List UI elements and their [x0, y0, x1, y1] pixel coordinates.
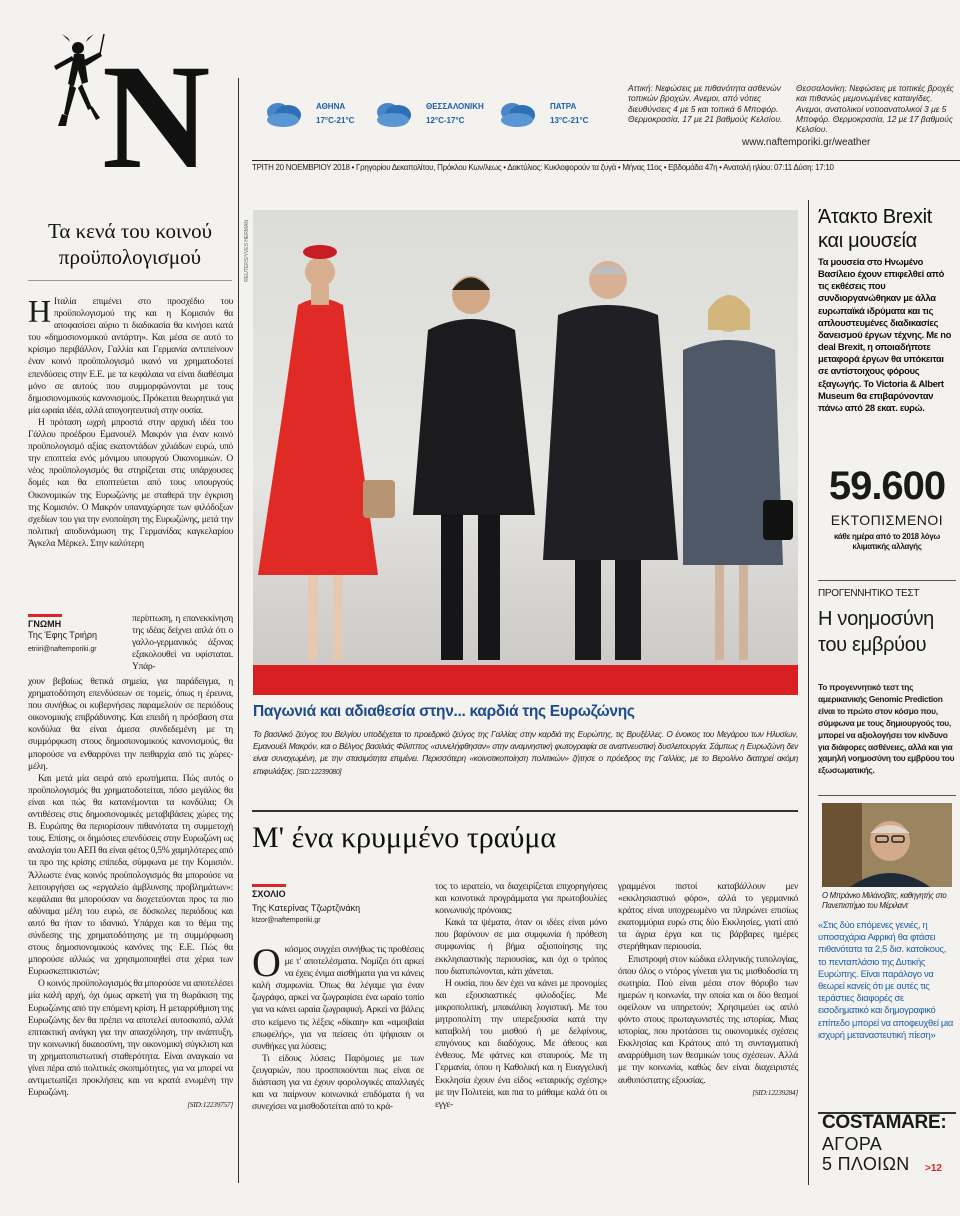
stat-sub: κάθε ημέρα από το 2018 λόγω κλιματικής αλλαγής — [834, 532, 940, 551]
photo-caption-title: Παγωνιά και αδιαθεσία στην... καρδιά της Ευρωζώνης — [253, 703, 635, 720]
test-text: Το προγεννητικό τεστ της αμερικανικής Genomic Prediction είναι το πρώτο στον κόσμο που, σύμφωνα με τους δημιουργούς του, μπορεί να αξιολογήσει τον κίνδυνο για διάφορες ασθένειες, αλλά και για χαμηλή νοημοσύνη του εμβρύου του εξωσωματικής. — [818, 682, 955, 776]
column-divider — [808, 200, 809, 1185]
date-bar: ΤΡΙΤΗ 20 ΝΟΕΜΒΡΙΟΥ 2018 • Γρηγορίου Δεκαπολίτου, Πρόκλου Κων/λεως • Δακτύλιος: Κυκλοφορούν τα ζυγά • Μήνας 11ος • Εβδομάδα 47η • Ανατολή ηλίου: 07:11 Δύση: 17:10 — [252, 160, 960, 176]
portrait-photo — [822, 803, 952, 887]
left-article-headline: Τα κενά του κοινού προϋπολογισμού — [47, 219, 213, 269]
article-column — [252, 940, 424, 1113]
weather-city — [264, 100, 379, 140]
test-title-line: Η νοημοσύνη — [818, 608, 934, 630]
paragraph: Ο κοινός προϋπολογισμός θα μπορούσε να αποτελέσει μία καλή αρχή, όχι όμως αρκετή για τη θωράκιση της Ευρωζώνης από την επόμενη κρίση. Η μεταρρύθμιση της Ευρωζώνης δεν θα πρέπει να αποτελεί αυτοσκοπό, αλλά επιτακτική ανάγκη για την απασχόληση, την ανάπτυξη, την κοινωνική δικαιοσύνη, την οικονομική σύγκλιση και τη χρηματοπιστωτική σταθερότητα. Είναι αναγκαίο να γίνει πέρα από πολιτικές σκοπιμότητες, για να μπορεί να αντιμετωπίζει προκλήσεις και να κρατά ενωμένη την Ευρωζώνη. — [28, 978, 233, 1099]
weather-city-temp: 13°C-21°C — [550, 116, 589, 125]
weather-city-name: ΠΑΤΡΑ — [550, 102, 577, 111]
article-email[interactable]: ktzor@naftemporiki.gr — [252, 917, 321, 924]
attica-forecast: Αττική: Νεφώσεις με πιθανότητα ασθενών τοπικών βροχών. Ανεμοι, από νότιες διευθύνσεις 4 με 5 και τοπικά 6 Μποφόρ. Θερμοκρασία, 17 με 21 βαθμούς Κελσίου. — [628, 83, 783, 124]
paragraph: γραμμένοι πιστοί καταβάλλουν μεν «εκκλησιαστικό φόρο», αλλά το γερμανικό κράτος είναι υποχρεωμένο να πληρώνει επισίως εκατομμύρια ευρώ στις δύο Εκκλησίες, γιατί από τα άγρια έργα και τις βάρβαρες ημέρες στερήθηκαν περιουσία. — [618, 881, 798, 953]
dropcap: Η — [28, 293, 51, 329]
weather-city — [374, 100, 489, 140]
photo-credit: REUTERS/YVES HERMAN — [244, 220, 250, 282]
paragraph: κόσμος συγχέει συνήθως τις προθέσεις με τ' αποτελέσματα. Νομίζει ότι αρκεί να έχεις ένιμα αισθήματα για να κάνεις καλή συμφωνία. Όπως θα λέγαμε για έναν ζωγράφο, αρκεί να ζωγραφίσει ένα ωραίο τοπίο για να κάνει ωραία ζωγραφική. Αρκεί να βάλεις στο κείμενο τις λέξεις «δίκαιη» και «αμοιβαία επωφελής», για να πείσεις ότι ψήφισαν οι συνθήκες για λύσεις; — [252, 944, 424, 1052]
article-column — [618, 881, 798, 1099]
photo-figures — [253, 210, 798, 695]
divider — [818, 580, 956, 581]
left-article-body-continued — [28, 676, 233, 1111]
paragraph: Τι είδους λύσεις; Παρόμοιες με των ζευγαριών, που προσποιούνται πως είναι σε διάσταση για να έχουν φορολογικές απαλλαγές και να παίρνουν κοινωνικά επιδόματα ή να συνεχίσει να μισθοδοτείται από το κρά- — [252, 1052, 424, 1113]
weather-city-temp: 17°C-21°C — [316, 116, 355, 125]
paragraph: τος το ιερατείο, να διαχειρίζεται επιχορηγήσεις και κοινοτικά προγράμματα για πρωτοβουλίες κοινωνικής πρόνοιας; — [435, 881, 607, 917]
costamare-subtitle: ΑΓΟΡΑ — [822, 1134, 883, 1154]
weather-url[interactable]: www.naftemporiki.gr/weather — [742, 137, 871, 148]
brexit-title — [818, 205, 932, 253]
weather-city-temp: 12°C-17°C — [426, 116, 465, 125]
cloud-icon — [264, 100, 302, 128]
caption-body: Το βασιλικό ζεύγος του Βελγίου υποδέχεται το προεδρικό ζεύγος της Γαλλίας στην καρδιά της Ευρώπης, τις Βρυξέλλες. Ο ένοικος του Μεγάρου των Ηλυσίων, Εμανουέλ Μακρόν, και ο Βέλγος βασιλιάς Φίλιππος «συνελήφθησαν» στην αναμνηστική φωτογραφία σε αναπνευστική δυσλειτουργία. Σάμπως η Ευρωζώνη δεν είναι συναχωμένη, με την στασιμότητα επιμένει. Περισσότερη «κοινοτικοποίηση πολιτικών» ζήτησε ο πρόεδρος της Γαλλίας, με το Βερολίνο διατηρεί ακόμη επιφυλάξεις. — [253, 729, 798, 776]
stat-number: 59.600 — [828, 464, 946, 508]
divider — [252, 810, 798, 812]
divider — [28, 280, 232, 281]
photo-caption-text — [253, 728, 798, 779]
test-kicker: ΠΡΟΓΕΝΝΗΤΙΚΟ ΤΕΣΤ — [818, 588, 920, 599]
portrait-caption: Ο Μπράνκο Μιλάνοβιτς, καθηγητής στο Πανεπιστήμιο του Μέριλαντ — [822, 891, 947, 910]
left-article-body-inset — [132, 613, 233, 673]
paragraph: Κακά τα ψέματα, όταν οι ιδέες είναι μόνο που βαρύνουν σε μια συμφωνία ή πρόθεση συμφωνίας ή βήμα αξιοποίησης της εκκλησιαστικής περιουσίας, και όχι ο τρόπος που διατυπώνονται, κάτι χάνεται. — [435, 917, 607, 977]
paragraph: Ιταλία επιμένει στο προσχέδιο του προϋπολογισμού της και η Κομισιόν θα αποφασίσει αύριο τι διαδικασία θα κινήσει κατά του «δημοσιονομικού αντάρτη». Και μέσα σε αυτό το κρίσιμο περιβάλλον, Γαλλία και Γερμανία αντιπείνουν έναν κοινό προϋπολογισμό ικανό να χρηματοδοτεί επενδύσεις στην Ε.Ε. με τα κεφάλαια να είναι διαθέσιμα μόνο σε αυτούς που συμμορφώνονται με τους δημοσιονομικούς κανονισμούς. Πρόκειται θεωρητικά για μία ωραία ιδέα, αλλά απογοητευτική στην ουσία. — [28, 296, 233, 416]
paragraph: Η πρόταση ωχρή μπροστά στην αρχική ιδέα του Γάλλου προέδρου Εμανουέλ Μακρόν για έναν κοινό προϋπολογισμό αξίας εκατοντάδων χιλιάδων ευρώ, υπό την εποπτεία ενός μόνιμου υπουργού Οικονομικών. Ο νέος προϋπολογισμός θα στηρίζεται στις υπάρχουσες δομές και θα εποπτεύεται από τους υπουργούς Οικονομικών της Ευρωζώνης με σταθερά την έγκριση της Κομισιόν. Ο Μακρόν υπαναχώρησε των φιλόδοξων σχεδίων του για την ενοποίηση της Ευρωζώνης, μετά την πολιτική αποδυνάμωση της Γερμανίδας καγκελαρίου Άγκελα Μέρκελ. Στην καλύτερη — [28, 416, 233, 549]
divider — [818, 795, 956, 796]
weather-city — [498, 100, 613, 140]
portrait-figure — [822, 803, 952, 887]
paragraph: Η ουσία, που δεν έχει να κάνει με προνομίες και εξουσιαστικές φιλοδοξίες. Με μικροπολιτική, μπακάλικη λογιστική. Με του μητροπολίτη την υπερεξουσία κατά την καταβολή του μισθού ή με δελφίνους, επιγόνους και διαδόχους. Με άθεους και ένθεους. Με φάτνες και σταυρούς. Με τη Γερμανία, όπου η Καθολική και η Ευαγγελική Εκκλησία έχουν ένα είδος «εταιρικής σχέσης» με την Πολιτεία, και πια το μάθαμε καλά ότι οι εγγε- — [435, 977, 607, 1110]
masthead-logo — [40, 30, 211, 200]
article-sid: [SID:12239284] — [752, 1087, 798, 1097]
stat-label: ΕΚΤΟΠΙΣΜΕΝΟΙ — [830, 512, 944, 528]
paragraph: Και μετά μία σειρά από ερωτήματα. Πώς αυτός ο προϋπολογισμός θα χρηματοδοτείται, πόσο μεγάλος θα είναι και πώς θα κατανέμονται τα κονδύλια; Οι αντιθέσεις στις δημοσιονομικές μεταβιβάσεις χώρες της Β. Ευρώπης θα περιορίσουν πιθανότατα τη συμμετοχή τους. Επίσης, οι δημόσιες επενδύσεις στην Ευρωζώνη ως αναλογία του ΑΕΠ θα είναι φέτος 0,5% χαμηλότερες από τα προ της κρίσης επίπεδα, σύμφωνα με την Κομισιόν. Άλλωστε ένας κοινός προϋπολογισμός θα μπορούσε να λειτουργήσει ως «εργαλείο άμβλυνσης προβλημάτων»: κεφάλαια θα μπορούσαν να διοχετεύονται προς τα πιο αδύναμα μέλη του ευρώ, σε δύσκολες περιόδους και αυτό θα ήταν το ιδανικό. Υπάρχει και το θέμα της σύνδεσης της χρηματοδότησης με τη συμμόρφωση στους δημοσιονομικούς κανόνες της Ε.Ε. Πώς θα μπορούσε αλλιώς να χρησιμοποιηθεί στα χέρια των Ευρωσκεπτικιστών; — [28, 772, 233, 978]
paragraph: περίπτωση, η επανεκκίνηση της ιδέας δείχνει απλά ότι ο γαλλο-γερμανικός άξονας εξακολουθεί να υφίσταται. Υπάρ- — [132, 613, 233, 673]
weather-city-name: ΘΕΣΣΑΛΟΝΙΚΗ — [426, 102, 484, 111]
left-article-body — [28, 293, 233, 550]
paragraph: Επιστροφή στον κώδικα ελληνικής τυπολογίας, όπου όλος ο ντόρος γίνεται για τις μισθοδοσία τη σωτηρία. Πού είναι μέσα στον θόρυβο των ημερών η κοινωνία, την οποία και οι δύο θεσμοί οφείλουν να υπηρετούν; Χρησιμεύει ως απλό φόντο στους πρωταγωνιστές της ιστορίας. Μιας ιστορίας, που προτάσσει τις οικονομικές σχέσεις Εκκλησίας και Κράτους από τη συνταγματική αναρρύθμιση των θεσμικών τους σχέσεων. Αλλά με την κοινωνία, καθώς δεν είναι διαχειριστές αυθυπόστατης εξουσίας. — [618, 953, 798, 1086]
weather-city-name: ΑΘΗΝΑ — [316, 102, 346, 111]
article-author: Της Κατερίνας Τζωρτζινάκη — [252, 903, 361, 913]
masthead-letter: N — [102, 34, 211, 200]
costamare-subtitle: 5 ΠΛΟΙΩΝ — [822, 1154, 910, 1174]
brexit-text: Τα μουσεία στο Ηνωμένο Βασίλειο έχουν επιφελθεί από τις εκθέσεις που συνδιοργανώθηκαν με άλλα ευρωπαϊκά ιδρύματα και τις απλουστευμένες διαδικασίες δανεισμού έργων τέχνης. Με no deal Brexit, η οποιαδήποτε μεταφορά έργων θα υπόκειται σε αντίστοιχους φόρους εξαγωγής. Το Victoria & Albert Museum θα επιβαρύνονταν πάνω από 28 εκατ. ευρώ. — [818, 256, 952, 413]
brexit-title-line: Άτακτο Brexit — [818, 206, 933, 228]
comment-tag: ΣΧΟΛΙΟ — [252, 884, 286, 899]
costamare-title: COSTAMARE: — [822, 1112, 947, 1133]
opinion-byline — [28, 614, 128, 674]
cloud-icon — [498, 100, 536, 128]
cloud-icon — [374, 100, 412, 128]
article-title: Μ' ένα κρυμμένο τραύμα — [252, 821, 557, 854]
hermes-figure-icon — [48, 30, 106, 140]
brexit-title-line: και μουσεία — [818, 230, 917, 252]
dropcap: Ο — [252, 940, 281, 985]
opinion-author: Της Έφης Τριήρη — [28, 630, 98, 640]
page-reference[interactable]: >12 — [925, 1163, 942, 1174]
article-sid: [SID:12239757] — [187, 1100, 233, 1110]
paragraph: χουν βεβαίως θετικά σημεία, για παράδειγμα, η χρηματοδότηση επενδύσεων σε τομείς, όπως η έρευνα, που συνήθως οι κυβερνήσεις παραμελούν σε περιόδους οικονομικής επιβράδυνσης. Και επειδή η πρόσβαση στα κονδύλια θα είναι άμεσα συνδεδεμένη με τη συμμόρφωση στους δημοσιονομικούς κανονισμούς, θα μπορούσε να ενθαρρύνει την πειθαρχία από τις χώρες-μέλη. — [28, 676, 233, 772]
weather-widget — [252, 80, 622, 150]
opinion-tag: ΓΝΩΜΗ — [28, 614, 62, 629]
test-title — [818, 606, 934, 658]
caption-sid: [SID:12239080] — [296, 768, 342, 776]
main-photo — [253, 210, 798, 695]
article-column — [435, 881, 607, 1111]
thessaloniki-forecast: Θεσσαλονίκη: Νεφώσεις με τοπικές βροχές και πιθανώς μεμονωμένες καταιγίδες. Ανεμοι, ανατολικοί νοτιοανατολικοί 3 με 5 Μποφόρ. Θερμοκρασία, 12 με 17 βαθμούς Κελσίου. — [796, 83, 954, 135]
quote-text: «Στις δύο επόμενες γενιές, η υποσαχάρια Αφρική θα φτάσει πιθανότατα τα 2,5 δισ. κατοίκους, το πενταπλάσιο της Δυτικής Ευρώπης. Είναι παράλογο να θεωρεί κανείς ότι με αυτές τις τεράστιες διαφορές σε εισοδηματικό και δημογραφικό επίπεδο μπορεί να αποφευχθεί μια ισχυρή μεταναστευτική πίεση» — [818, 919, 953, 1040]
opinion-email[interactable]: etriiri@naftemporiki.gr — [28, 646, 97, 653]
test-title-line: του εμβρύου — [818, 634, 927, 656]
column-divider — [238, 78, 239, 1183]
